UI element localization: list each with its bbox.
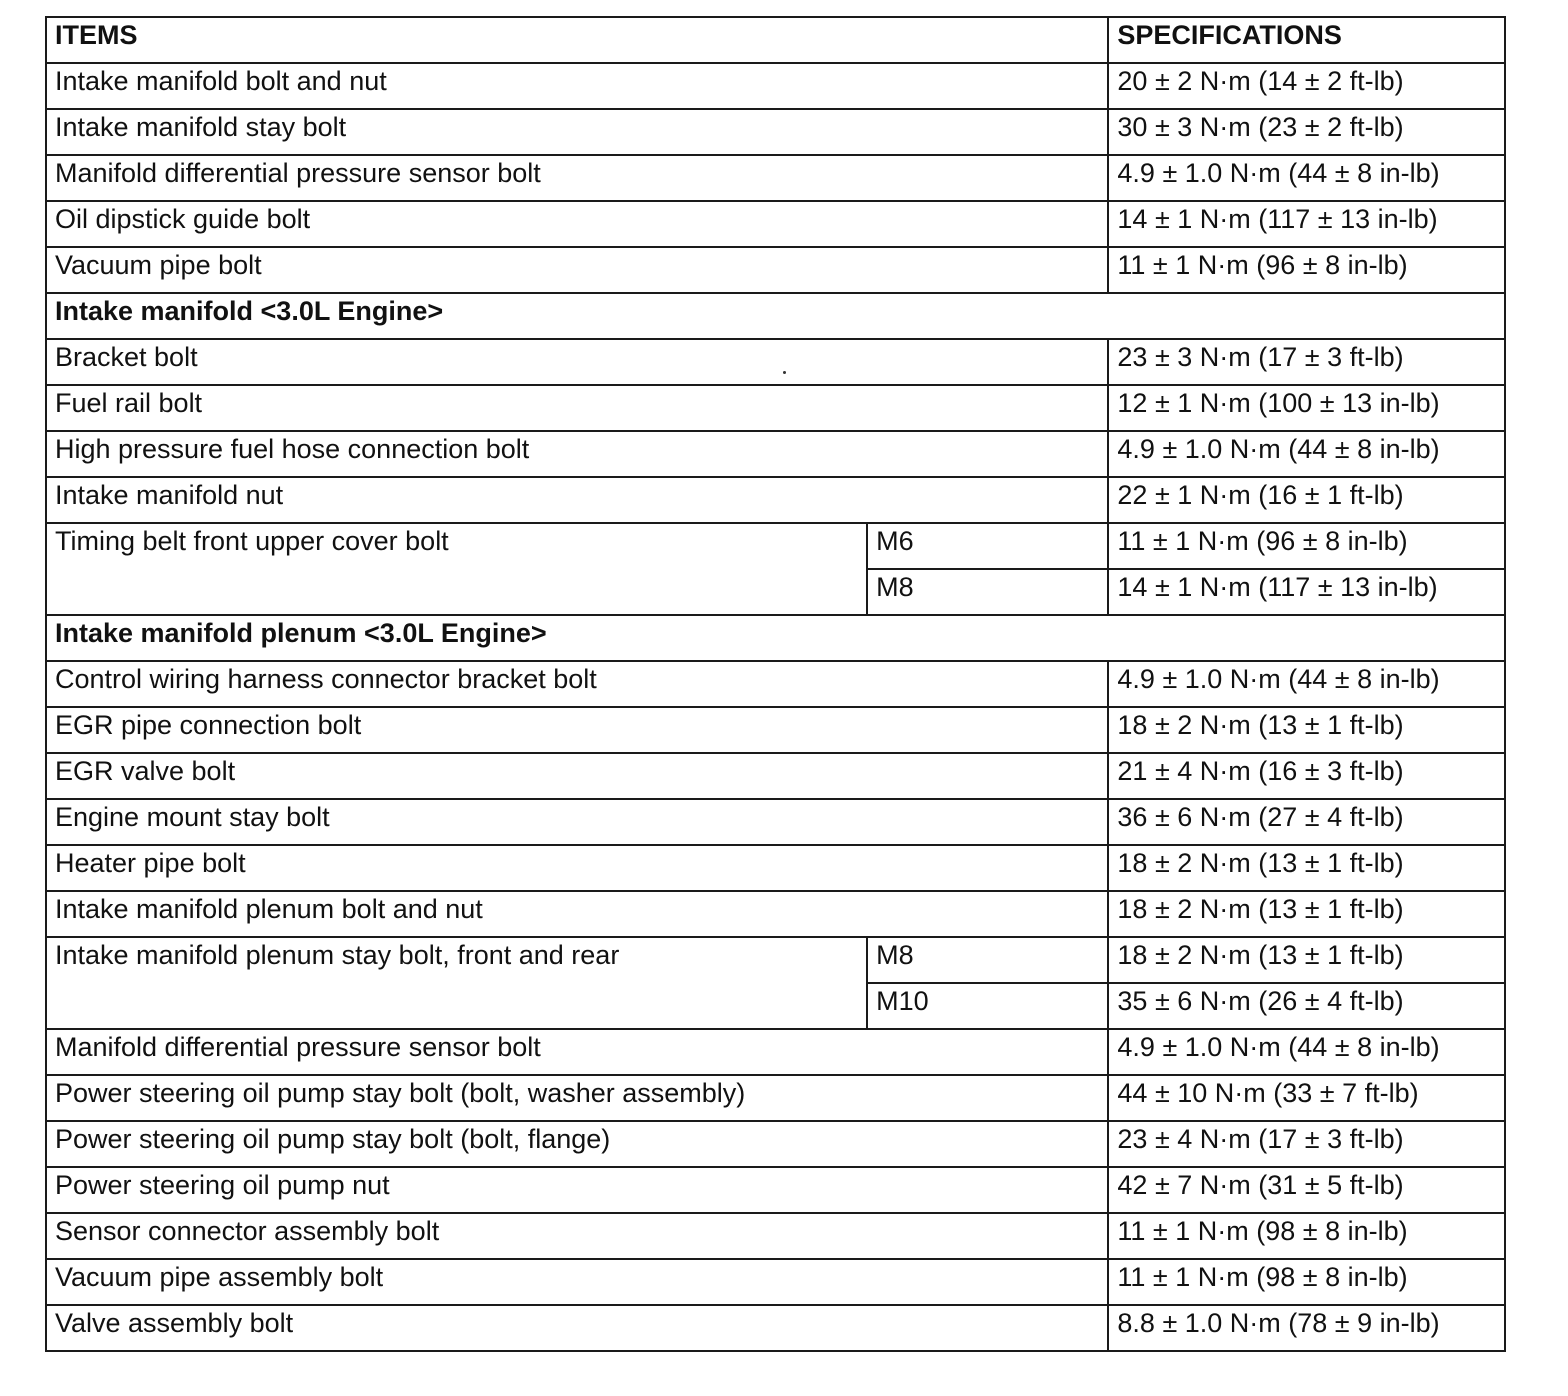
item-cell: EGR valve bolt bbox=[46, 753, 1108, 799]
spec-cell: 22 ± 1 N·m (16 ± 1 ft-lb) bbox=[1108, 477, 1505, 523]
table-row bbox=[46, 1259, 1505, 1305]
table-row bbox=[46, 523, 1505, 569]
spec-cell: 4.9 ± 1.0 N·m (44 ± 8 in-lb) bbox=[1108, 431, 1505, 477]
header-row bbox=[46, 17, 1505, 63]
spec-cell: 11 ± 1 N·m (98 ± 8 in-lb) bbox=[1108, 1213, 1505, 1259]
item-cell: Intake manifold bolt and nut bbox=[46, 63, 1108, 109]
scan-speck bbox=[783, 371, 786, 374]
spec-cell: 18 ± 2 N·m (13 ± 1 ft-lb) bbox=[1108, 937, 1505, 983]
item-cell: High pressure fuel hose connection bolt bbox=[46, 431, 1108, 477]
table-row bbox=[46, 1121, 1505, 1167]
spec-cell: 11 ± 1 N·m (96 ± 8 in-lb) bbox=[1108, 523, 1505, 569]
spec-cell: 21 ± 4 N·m (16 ± 3 ft-lb) bbox=[1108, 753, 1505, 799]
item-cell: Control wiring harness connector bracket bolt bbox=[46, 661, 1108, 707]
item-cell: Fuel rail bolt bbox=[46, 385, 1108, 431]
table-row bbox=[46, 155, 1505, 201]
table-row bbox=[46, 109, 1505, 155]
item-cell: Engine mount stay bolt bbox=[46, 799, 1108, 845]
specifications-header: SPECIFICATIONS bbox=[1108, 17, 1505, 63]
table-row bbox=[46, 707, 1505, 753]
table-row bbox=[46, 477, 1505, 523]
section-title: Intake manifold <3.0L Engine> bbox=[46, 293, 1505, 339]
spec-cell: 42 ± 7 N·m (31 ± 5 ft-lb) bbox=[1108, 1167, 1505, 1213]
table-row bbox=[46, 1305, 1505, 1351]
spec-cell: 18 ± 2 N·m (13 ± 1 ft-lb) bbox=[1108, 707, 1505, 753]
item-cell: Manifold differential pressure sensor bolt bbox=[46, 155, 1108, 201]
item-cell: Intake manifold plenum bolt and nut bbox=[46, 891, 1108, 937]
spec-cell: 11 ± 1 N·m (96 ± 8 in-lb) bbox=[1108, 247, 1505, 293]
spec-cell: 18 ± 2 N·m (13 ± 1 ft-lb) bbox=[1108, 845, 1505, 891]
spec-cell: 4.9 ± 1.0 N·m (44 ± 8 in-lb) bbox=[1108, 1029, 1505, 1075]
table-row bbox=[46, 937, 1505, 983]
size-cell: M10 bbox=[867, 983, 1108, 1029]
item-cell: Vacuum pipe assembly bolt bbox=[46, 1259, 1108, 1305]
table-row bbox=[46, 63, 1505, 109]
item-cell: Timing belt front upper cover bolt bbox=[46, 523, 867, 615]
table-row bbox=[46, 1167, 1505, 1213]
item-cell: Intake manifold nut bbox=[46, 477, 1108, 523]
spec-cell: 11 ± 1 N·m (98 ± 8 in-lb) bbox=[1108, 1259, 1505, 1305]
section-header-row bbox=[46, 293, 1505, 339]
table-row bbox=[46, 891, 1505, 937]
section-header-row bbox=[46, 615, 1505, 661]
item-cell: Power steering oil pump stay bolt (bolt, flange) bbox=[46, 1121, 1108, 1167]
table-row bbox=[46, 661, 1505, 707]
size-cell: M8 bbox=[867, 937, 1108, 983]
table-row bbox=[46, 1029, 1505, 1075]
size-cell: M8 bbox=[867, 569, 1108, 615]
spec-cell: 4.9 ± 1.0 N·m (44 ± 8 in-lb) bbox=[1108, 155, 1505, 201]
size-cell: M6 bbox=[867, 523, 1108, 569]
table-row bbox=[46, 385, 1505, 431]
table-row bbox=[46, 845, 1505, 891]
item-cell: Power steering oil pump nut bbox=[46, 1167, 1108, 1213]
item-cell: Power steering oil pump stay bolt (bolt, washer assembly) bbox=[46, 1075, 1108, 1121]
item-cell: Intake manifold plenum stay bolt, front and rear bbox=[46, 937, 867, 1029]
section-title: Intake manifold plenum <3.0L Engine> bbox=[46, 615, 1505, 661]
table-row bbox=[46, 1075, 1505, 1121]
item-cell: Sensor connector assembly bolt bbox=[46, 1213, 1108, 1259]
spec-cell: 44 ± 10 N·m (33 ± 7 ft-lb) bbox=[1108, 1075, 1505, 1121]
item-cell: Bracket bolt bbox=[46, 339, 1108, 385]
spec-cell: 30 ± 3 N·m (23 ± 2 ft-lb) bbox=[1108, 109, 1505, 155]
spec-cell: 4.9 ± 1.0 N·m (44 ± 8 in-lb) bbox=[1108, 661, 1505, 707]
item-cell: Valve assembly bolt bbox=[46, 1305, 1108, 1351]
spec-cell: 12 ± 1 N·m (100 ± 13 in-lb) bbox=[1108, 385, 1505, 431]
item-cell: Intake manifold stay bolt bbox=[46, 109, 1108, 155]
table-row bbox=[46, 1213, 1505, 1259]
table-row bbox=[46, 799, 1505, 845]
table-row bbox=[46, 431, 1505, 477]
spec-cell: 23 ± 4 N·m (17 ± 3 ft-lb) bbox=[1108, 1121, 1505, 1167]
table-row bbox=[46, 753, 1505, 799]
spec-cell: 18 ± 2 N·m (13 ± 1 ft-lb) bbox=[1108, 891, 1505, 937]
spec-cell: 35 ± 6 N·m (26 ± 4 ft-lb) bbox=[1108, 983, 1505, 1029]
item-cell: Oil dipstick guide bolt bbox=[46, 201, 1108, 247]
table-row bbox=[46, 201, 1505, 247]
spec-cell: 23 ± 3 N·m (17 ± 3 ft-lb) bbox=[1108, 339, 1505, 385]
spec-cell: 20 ± 2 N·m (14 ± 2 ft-lb) bbox=[1108, 63, 1505, 109]
spec-cell: 14 ± 1 N·m (117 ± 13 in-lb) bbox=[1108, 201, 1505, 247]
spec-cell: 14 ± 1 N·m (117 ± 13 in-lb) bbox=[1108, 569, 1505, 615]
spec-cell: 8.8 ± 1.0 N·m (78 ± 9 in-lb) bbox=[1108, 1305, 1505, 1351]
item-cell: Vacuum pipe bolt bbox=[46, 247, 1108, 293]
item-cell: EGR pipe connection bolt bbox=[46, 707, 1108, 753]
table-row bbox=[46, 339, 1505, 385]
item-cell: Manifold differential pressure sensor bolt bbox=[46, 1029, 1108, 1075]
items-header: ITEMS bbox=[46, 17, 1108, 63]
item-cell: Heater pipe bolt bbox=[46, 845, 1108, 891]
torque-spec-table bbox=[45, 16, 1506, 1352]
table-row bbox=[46, 247, 1505, 293]
spec-cell: 36 ± 6 N·m (27 ± 4 ft-lb) bbox=[1108, 799, 1505, 845]
